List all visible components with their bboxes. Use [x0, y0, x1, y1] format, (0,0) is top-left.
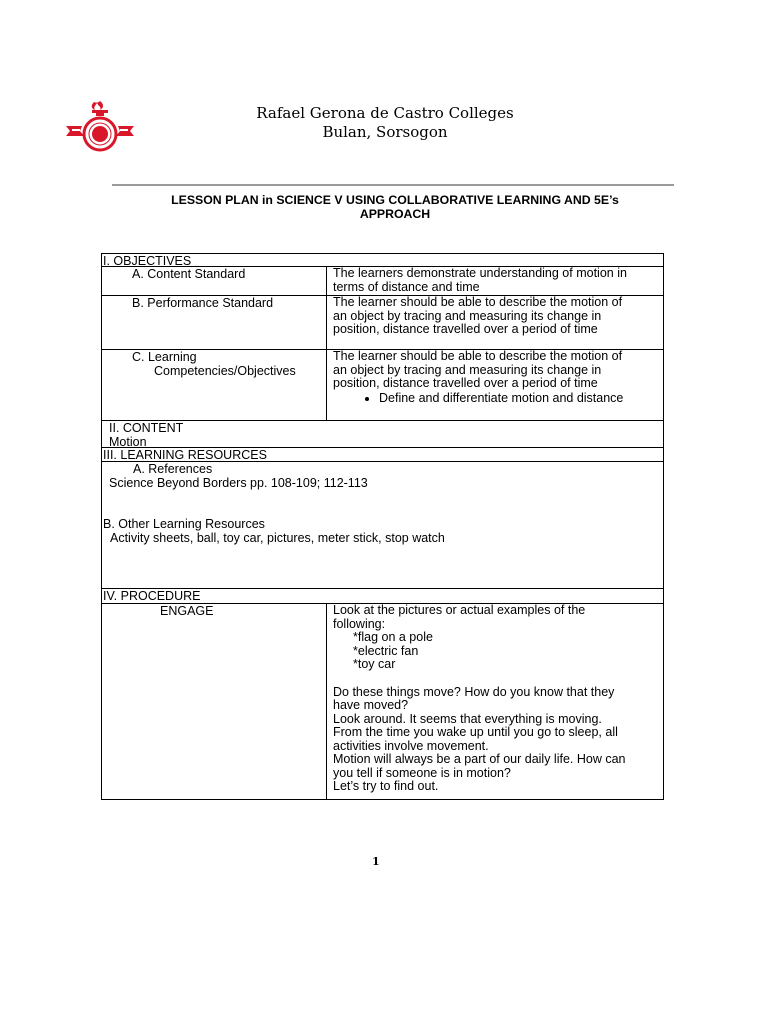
college-logo [62, 100, 138, 152]
content-standard-label: A. Content Standard [102, 267, 327, 295]
competencies-line: an object by tracing and measuring its change in [333, 362, 602, 377]
competencies-line: The learner should be able to describe the motion of [333, 349, 623, 363]
performance-standard-line: The learner should be able to describe the motion of [333, 295, 623, 309]
engage-line: activities involve movement. [333, 738, 489, 753]
engage-line: Look at the pictures or actual examples of the [333, 603, 586, 617]
content-standard-row [101, 267, 664, 296]
content-section [102, 421, 184, 447]
content-row [101, 421, 664, 448]
objectives-heading-row [101, 253, 664, 267]
lesson-plan-title [130, 193, 660, 221]
objectives-heading: I. OBJECTIVES [103, 254, 192, 268]
resources-section [102, 462, 663, 588]
competencies-label [102, 350, 327, 420]
engage-text [327, 604, 663, 799]
content-standard-line: The learners demonstrate understanding of motion in [333, 266, 627, 280]
title-line-1: LESSON PLAN in SCIENCE V USING COLLABORATIVE LEARNING AND 5E’s [171, 193, 619, 207]
content-standard-line: terms of distance and time [333, 279, 480, 294]
header-divider [112, 184, 674, 186]
engage-line: From the time you wake up until you go to sleep, all [333, 725, 618, 739]
other-resources-value: Activity sheets, ball, toy car, pictures, meter stick, stop watch [110, 531, 445, 545]
engage-line: Let’s try to find out. [333, 779, 439, 793]
engage-row [101, 604, 664, 800]
content-value: Motion [109, 435, 147, 449]
lesson-plan-table [101, 253, 664, 800]
engage-example-item: *flag on a pole [353, 630, 433, 644]
resources-heading-row [101, 448, 664, 462]
performance-standard-line: position, distance travelled over a period of time [333, 322, 598, 336]
engage-line: you tell if someone is in motion? [333, 765, 511, 780]
references-value: Science Beyond Borders pp. 108-109; 112-113 [109, 476, 368, 490]
procedure-heading: IV. PROCEDURE [103, 589, 201, 603]
page-number: 1 [372, 855, 380, 868]
engage-example-item: *toy car [353, 657, 396, 671]
resources-row [101, 462, 664, 589]
procedure-heading-row [101, 589, 664, 604]
title-line-2: APPROACH [359, 207, 431, 221]
content-heading: II. CONTENT [109, 421, 184, 435]
competencies-bullet: • Define and differentiate motion and distance [379, 391, 663, 405]
competencies-text [327, 350, 663, 420]
engage-line: have moved? [333, 698, 409, 712]
references-label: A. References [133, 462, 213, 476]
performance-standard-label: B. Performance Standard [102, 296, 327, 349]
institution-name: Rafael Gerona de Castro Colleges [256, 104, 514, 122]
competencies-row [101, 350, 664, 421]
other-resources-label: B. Other Learning Resources [103, 517, 265, 531]
competencies-bullet-list [333, 391, 663, 405]
engage-example-item: *electric fan [353, 643, 419, 658]
performance-standard-text [327, 296, 663, 349]
performance-standard-line: an object by tracing and measuring its change in [333, 308, 602, 323]
engage-line: Look around. It seems that everything is moving. [333, 711, 602, 726]
competencies-label-line: C. Learning [132, 350, 197, 364]
engage-line: Do these things move? How do you know that they [333, 684, 615, 699]
engage-line: Motion will always be a part of our daily life. How can [333, 752, 626, 766]
content-standard-text [327, 267, 663, 295]
competencies-line: position, distance travelled over a period of time [333, 376, 598, 390]
engage-label: ENGAGE [102, 604, 327, 799]
competencies-label-line: Competencies/Objectives [154, 364, 296, 378]
institution-location: Bulan, Sorsogon [322, 123, 448, 141]
resources-heading: III. LEARNING RESOURCES [103, 448, 267, 462]
engage-line: following: [333, 616, 386, 631]
performance-standard-row [101, 296, 664, 350]
